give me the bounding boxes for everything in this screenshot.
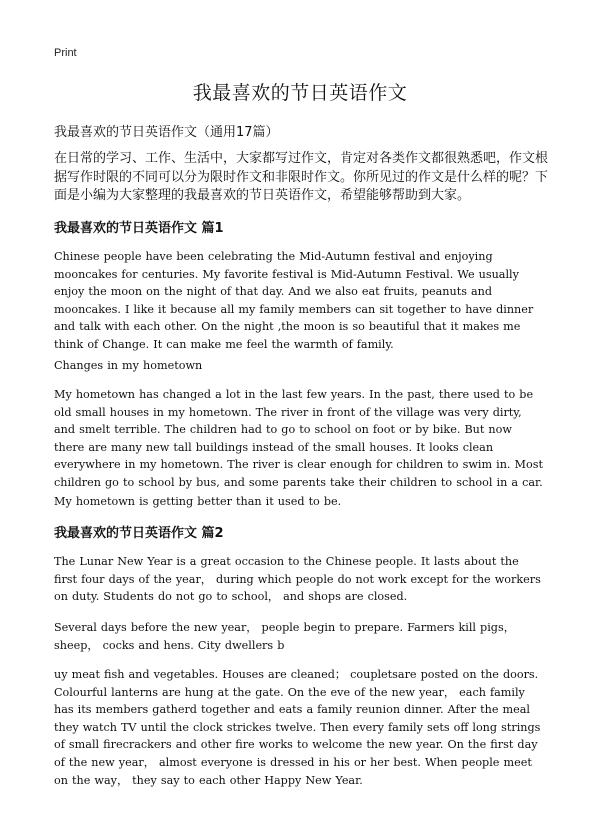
essay-2-paragraph-2: Several days before the new year， people begin to prepare. Farmers kill pigs， sheep， cocks and hens. City dwellers b: [54, 621, 515, 652]
essay-1-paragraph-1: Chinese people have been celebrating the Mid-Autumn festival and enjoying mooncakes for centuries. My favorite festival is Mid-Autumn Festival. We usually enjoy the moon on the night of that day. And we also eat fruits, peanuts and mooncakes. I like it because all my family members can sit together to have dinner and talk with each other. On the night ,the moon is so beautiful that it makes me think of Change. It can make me feel the warmth of family.: [54, 250, 534, 351]
essay-1-paragraph-2: Changes in my hometown: [54, 359, 203, 372]
essay-2-paragraph-3: uy meat fish and vegetables. Houses are cleaned； coupletsare posted on the doors. Colourful lanterns are hung at the gate. On the eve of the new year， each family has its members gatherd together and eats a family reunion dinner. After the meal they watch TV until the clock strickes twelve. Then every family sets off long strings of small firecrackers and other fire works to welcome the new year. On the first day of the new year， almost everyone is dressed in his or her best. When people meet on the way， they say to each other Happy New Year.: [54, 668, 541, 787]
page-title: 我最喜欢的节日英语作文: [192, 82, 408, 104]
essay-2-paragraph-1: The Lunar New Year is a great occasion to the Chinese people. It lasts about the first four days of the year， during which people do not work except for the workers on duty. Students do not go to school， and shops are closed.: [54, 555, 541, 604]
essay-1-paragraph-4: My hometown is getting better than it used to be.: [54, 495, 342, 508]
essay-1-paragraph-3: My hometown has changed a lot in the last few years. In the past, there used to be old small houses in my hometown. The river in front of the village was very dirty, and smelt terrible. The children had to go to school on foot or by bike. But now there are many new tall buildings instead of the small houses. It looks clean everywhere in my hometown. The river is clear enough for children to swim in. Most children go to school by bus, and some parents take their children to school in a car.: [54, 388, 543, 489]
document-subtitle: 我最喜欢的节日英语作文（通用17篇）: [54, 125, 279, 140]
intro-paragraph: 在日常的学习、工作、生活中，大家都写过作文，肯定对各类作文都很熟悉吧，作文根据写作时限的不同可以分为限时作文和非限时作文。你所见过的作文是什么样的呢？下面是小编为大家整理的我最喜欢的节日英语作文，希望能够帮助到大家。: [54, 151, 549, 203]
print-label[interactable]: Print: [54, 47, 77, 59]
section-heading-1: 我最喜欢的节日英语作文 篇1: [54, 221, 224, 236]
section-heading-2: 我最喜欢的节日英语作文 篇2: [54, 526, 224, 541]
